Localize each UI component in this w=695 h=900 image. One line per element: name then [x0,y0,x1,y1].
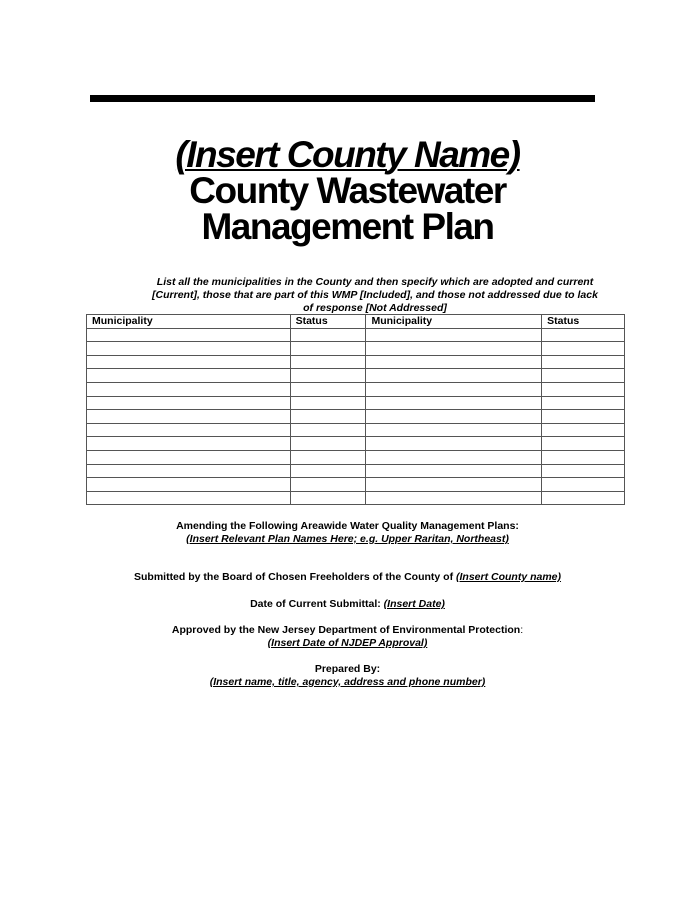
amending-placeholder: (Insert Relevant Plan Names Here; e.g. Upper Raritan, Northeast) [186,533,509,545]
municipality-cell[interactable] [366,450,542,464]
status-cell[interactable] [542,410,625,424]
column-header-status: Status [542,315,625,329]
column-header-municipality: Municipality [87,315,291,329]
table-row [87,450,625,464]
municipality-table [86,314,625,505]
table-row [87,491,625,505]
submittal-date-label: Date of Current Submittal: [250,598,384,610]
status-cell[interactable] [542,342,625,356]
prepared-section [0,663,695,689]
table-row [87,328,625,342]
status-cell[interactable] [542,423,625,437]
table-row [87,355,625,369]
submittal-date-placeholder: (Insert Date) [383,598,445,610]
status-cell[interactable] [290,410,366,424]
municipality-cell[interactable] [366,478,542,492]
status-cell[interactable] [290,450,366,464]
amending-label: Amending the Following Areawide Water Quality Management Plans: [176,520,519,532]
approved-label: Approved by the New Jersey Department of Environmental Protection [171,624,521,636]
municipality-cell[interactable] [87,450,291,464]
municipality-cell[interactable] [366,369,542,383]
status-cell[interactable] [290,437,366,451]
status-cell[interactable] [542,369,625,383]
table-row [87,396,625,410]
municipality-cell[interactable] [87,423,291,437]
approved-section [0,624,695,650]
municipality-cell[interactable] [366,491,542,505]
status-cell[interactable] [290,355,366,369]
status-cell[interactable] [542,437,625,451]
status-cell[interactable] [290,464,366,478]
status-cell[interactable] [290,369,366,383]
municipality-cell[interactable] [87,464,291,478]
status-cell[interactable] [542,478,625,492]
municipality-cell[interactable] [87,355,291,369]
municipality-cell[interactable] [87,328,291,342]
status-cell[interactable] [542,491,625,505]
municipality-cell[interactable] [87,437,291,451]
municipality-cell[interactable] [366,464,542,478]
amending-section [0,520,695,546]
status-cell[interactable] [542,355,625,369]
table-row [87,423,625,437]
status-cell[interactable] [290,478,366,492]
municipality-cell[interactable] [366,410,542,424]
table-row [87,437,625,451]
table-row [87,369,625,383]
municipality-cell[interactable] [366,342,542,356]
municipality-cell[interactable] [87,410,291,424]
table-row [87,382,625,396]
municipality-cell[interactable] [87,396,291,410]
instructions: List all the municipalities in the County and then specify which are adopted and current [Current], those that are part of this WMP [Included], and those not addressed due to lack of response [Not Addressed] [152,276,598,314]
approved-placeholder: (Insert Date of NJDEP Approval) [267,637,428,649]
table-header-row [87,315,625,329]
status-cell[interactable] [290,382,366,396]
column-header-status: Status [290,315,366,329]
status-cell[interactable] [542,382,625,396]
submitted-label: Submitted by the Board of Chosen Freeholders of the County of [133,571,456,583]
table-row [87,342,625,356]
county-name-placeholder: (Insert County Name) [175,134,520,175]
municipality-cell[interactable] [366,437,542,451]
municipality-cell[interactable] [87,491,291,505]
status-cell[interactable] [290,396,366,410]
municipality-cell[interactable] [366,355,542,369]
document-title-line2: Management Plan [201,206,494,247]
prepared-placeholder: (Insert name, title, agency, address and phone number) [209,676,486,688]
submitted-section [0,571,695,584]
status-cell[interactable] [290,342,366,356]
municipality-cell[interactable] [87,369,291,383]
status-cell[interactable] [290,423,366,437]
prepared-label: Prepared By: [314,663,381,675]
header-rule [90,95,595,102]
table-row [87,478,625,492]
status-cell[interactable] [290,328,366,342]
municipality-cell[interactable] [366,423,542,437]
municipality-cell[interactable] [366,382,542,396]
table-row [87,464,625,478]
approved-colon: : [520,624,524,636]
submittal-date-section [0,598,695,611]
status-cell[interactable] [290,491,366,505]
status-cell[interactable] [542,328,625,342]
document-title-line1: County Wastewater [189,170,506,211]
municipality-cell[interactable] [87,342,291,356]
status-cell[interactable] [542,464,625,478]
municipality-cell[interactable] [366,328,542,342]
municipality-cell[interactable] [87,478,291,492]
column-header-municipality: Municipality [366,315,542,329]
table-row [87,410,625,424]
municipality-cell[interactable] [366,396,542,410]
submitted-placeholder: (Insert County name) [456,571,562,583]
municipality-cell[interactable] [87,382,291,396]
status-cell[interactable] [542,396,625,410]
status-cell[interactable] [542,450,625,464]
